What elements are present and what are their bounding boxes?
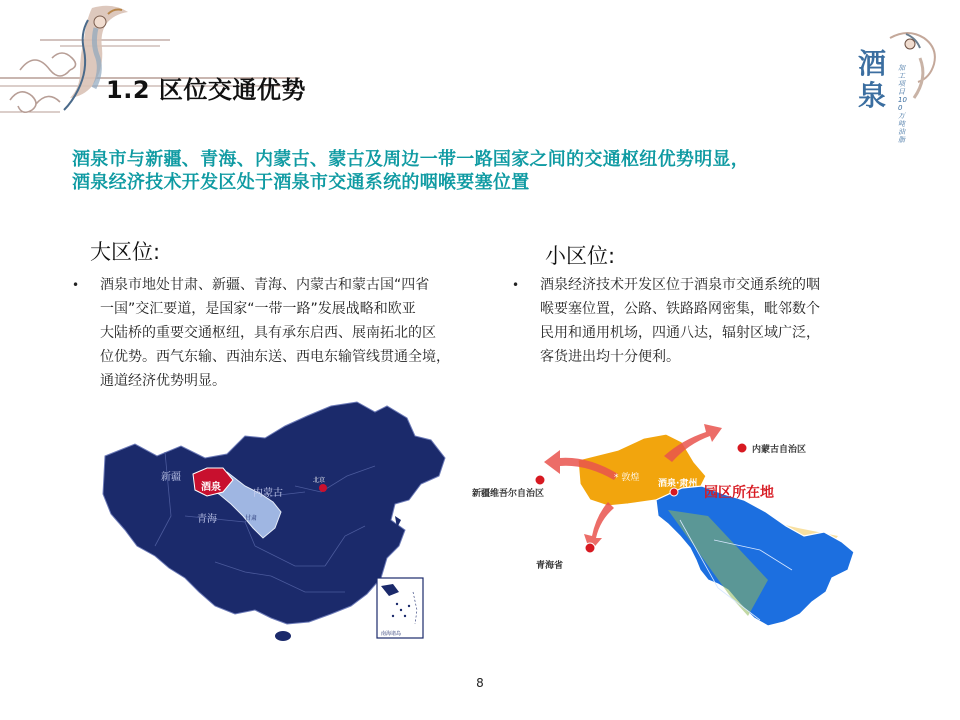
map-label-neimenggu: 内蒙古 [253,488,283,499]
map-label-qinghai: 青海 [197,514,217,525]
big-region-line: 一国”交汇要道，是国家“一带一路”发展战略和欧亚 [100,301,416,317]
map-label-xinjiang: 新疆 [161,472,181,483]
map-label-jiuquan: 酒泉 [201,482,221,493]
map-label-gansu: 甘肃 [245,515,258,522]
small-region-line: 酒泉经济技术开发区位于酒泉市交通系统的咽 [540,277,820,293]
map-label-xinjiang-region: 新疆维吾尔自治区 [472,489,545,499]
subtitle-line-2: 酒泉经济技术开发区处于酒泉市交通系统的咽喉要塞位置 [72,172,530,193]
china-map [95,396,495,644]
small-region-heading: 小区位: [545,244,616,268]
big-region-line: 大陆桥的重要交通枢纽，具有承东启西、展南拓北的区 [100,325,436,341]
small-region-text [512,273,870,369]
logo-char-quan: 泉 [858,79,887,112]
header-cloud-decoration [0,0,340,125]
logo-char-jiu: 酒 [858,47,887,80]
small-region-line: 客货进出均十分便利。 [540,349,680,365]
jiuquan-logo [850,28,945,144]
jiuquan-regional-map [468,420,860,638]
jiuquan-marker [670,488,678,496]
map-label-park: 园区所在地 [704,485,774,501]
page-title: 1.2 区位交通优势 [106,76,306,104]
big-region-line: 位优势。西气东输、西油东送、西电东输管线贯通全境， [100,349,450,365]
bullet-icon: • [512,278,520,292]
map-label-south-sea: 南海诸岛 [381,631,402,637]
big-region-line: 酒泉市地处甘肃、新疆、青海、内蒙古和蒙古国“四省 [100,277,430,293]
small-region-line: 民用和通用机场，四通八达，辐射区域广泛， [540,325,820,341]
bullet-icon: • [72,278,80,292]
subtitle-line-1: 酒泉市与新疆、青海、内蒙古、蒙古及周边一带一路国家之间的交通枢纽优势明显， [72,149,750,170]
small-region-line: 喉要塞位置，公路、铁路路网密集，毗邻数个 [540,301,820,317]
beijing-marker [319,484,327,492]
map-label-jiuquan-suzhou: 酒泉·肃州 [658,479,698,489]
big-region-heading: 大区位: [90,240,161,264]
page-number: 8 [476,676,484,690]
big-region-text [72,273,500,393]
blue-region [656,486,854,626]
south-sea-inset [377,578,423,638]
logo-caption: 加工项目 100万吨油脂 [898,64,907,144]
map-label-dunhuang: * 敦煌 [614,473,640,483]
big-region-line: 通道经济优势明显。 [100,373,226,389]
map-label-neimenggu-region: 内蒙古自治区 [752,445,807,455]
map-label-qinghai-province: 青海省 [536,561,564,571]
map-label-beijing: 北京 [313,477,326,484]
